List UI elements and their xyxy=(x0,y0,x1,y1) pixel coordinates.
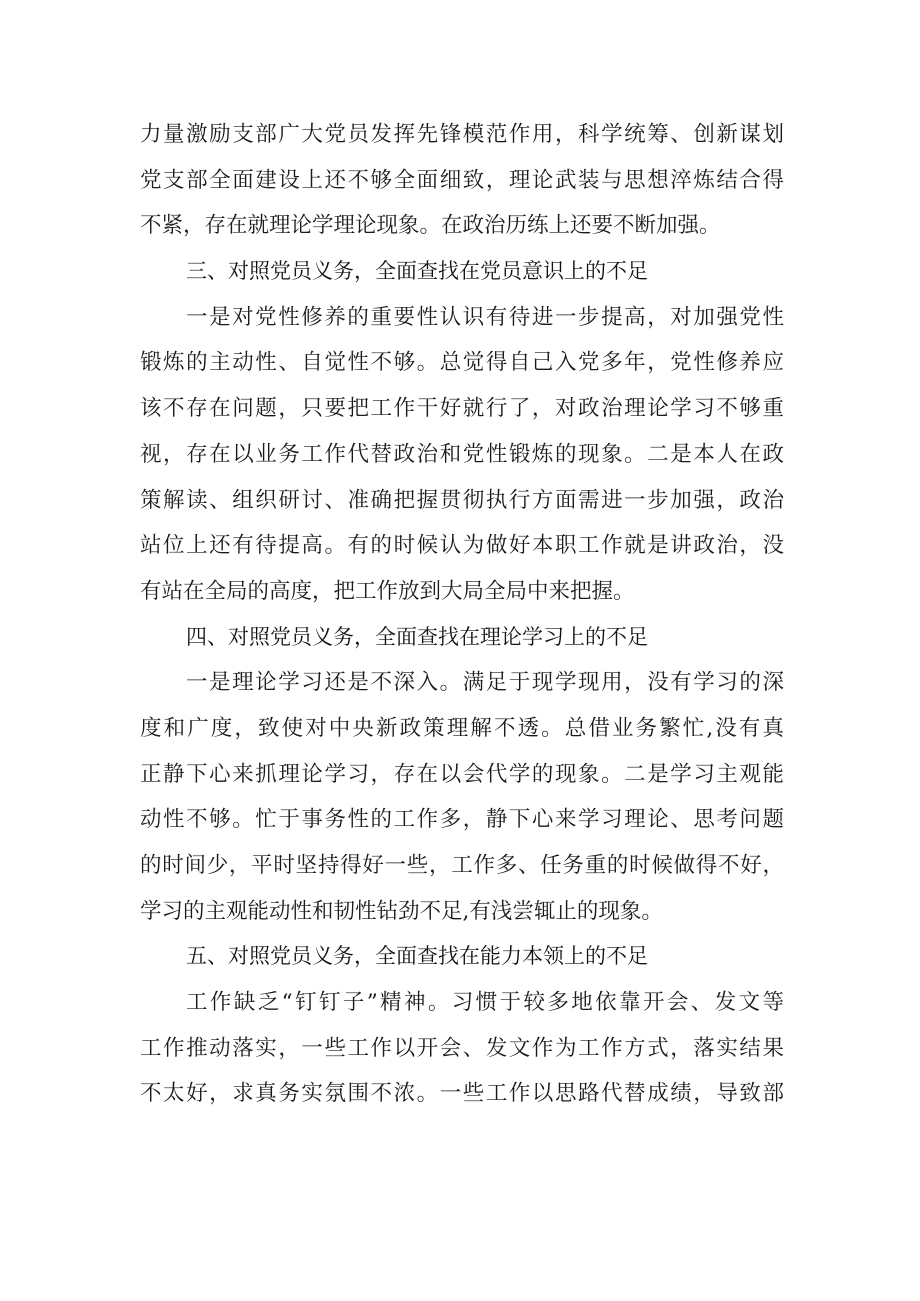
text-line: 该不存在问题，只要把工作干好就行了，对政治理论学习不够重 xyxy=(140,396,784,422)
text-line: 力量激励支部广大党员发挥先锋模范作用，科学统筹、创新谋划 xyxy=(140,122,784,147)
section-4-heading: 四、对照党员义务，全面查找在理论学习上的不足 xyxy=(186,624,648,649)
text-line: 锻炼的主动性、自觉性不够。总觉得自己入党多年，党性修养应 xyxy=(140,350,784,376)
text-line: 一是理论学习还是不深入。满足于现学现用，没有学习的深 xyxy=(186,670,784,696)
text-line: 动性不够。忙于事务性的工作多，静下心来学习理论、思考问题 xyxy=(140,807,784,833)
text-line: 党支部全面建设上还不够全面细致，理论武装与思想淬炼结合得 xyxy=(140,167,784,193)
text-line: 不太好，求真务实氛围不浓。一些工作以思路代替成绩，导致部 xyxy=(140,1081,784,1107)
section-3-paragraph xyxy=(140,295,784,615)
section-5-paragraph xyxy=(140,980,784,1117)
text-line: 正静下心来抓理论学习，存在以会代学的现象。二是学习主观能 xyxy=(140,761,784,787)
text-line: 学习的主观能动性和韧性钻劲不足,有浅尝辄止的现象。 xyxy=(140,898,663,924)
section-3-heading: 三、对照党员义务，全面查找在党员意识上的不足 xyxy=(186,259,648,284)
intro-paragraph xyxy=(140,112,784,249)
text-line: 度和广度，致使对中央新政策理解不透。总借业务繁忙,没有真 xyxy=(140,715,784,741)
document-body xyxy=(140,112,784,1117)
text-line: 一是对党性修养的重要性认识有待进一步提高，对加强党性 xyxy=(186,304,784,330)
text-line: 不紧，存在就理论学理论现象。在政治历练上还要不断加强。 xyxy=(140,213,721,239)
text-line: 有站在全局的高度，把工作放到大局全局中来把握。 xyxy=(140,578,635,604)
text-line: 策解读、组织研讨、准确把握贯彻执行方面需进一步加强，政治 xyxy=(140,487,784,513)
text-line: 视，存在以业务工作代替政治和党性锻炼的现象。二是本人在政 xyxy=(140,441,784,467)
text-line: 站位上还有待提高。有的时候认为做好本职工作就是讲政治，没 xyxy=(140,533,784,559)
section-5-heading: 五、对照党员义务，全面查找在能力本领上的不足 xyxy=(186,944,648,969)
text-line: 工作缺乏“钉钉子”精神。习惯于较多地依靠开会、发文等 xyxy=(186,990,784,1016)
section-4-paragraph xyxy=(140,660,784,934)
text-line: 工作推动落实，一些工作以开会、发文作为工作方式，落实结果 xyxy=(140,1035,784,1061)
text-line: 的时间少，平时坚持得好一些，工作多、任务重的时候做得不好， xyxy=(140,853,784,878)
